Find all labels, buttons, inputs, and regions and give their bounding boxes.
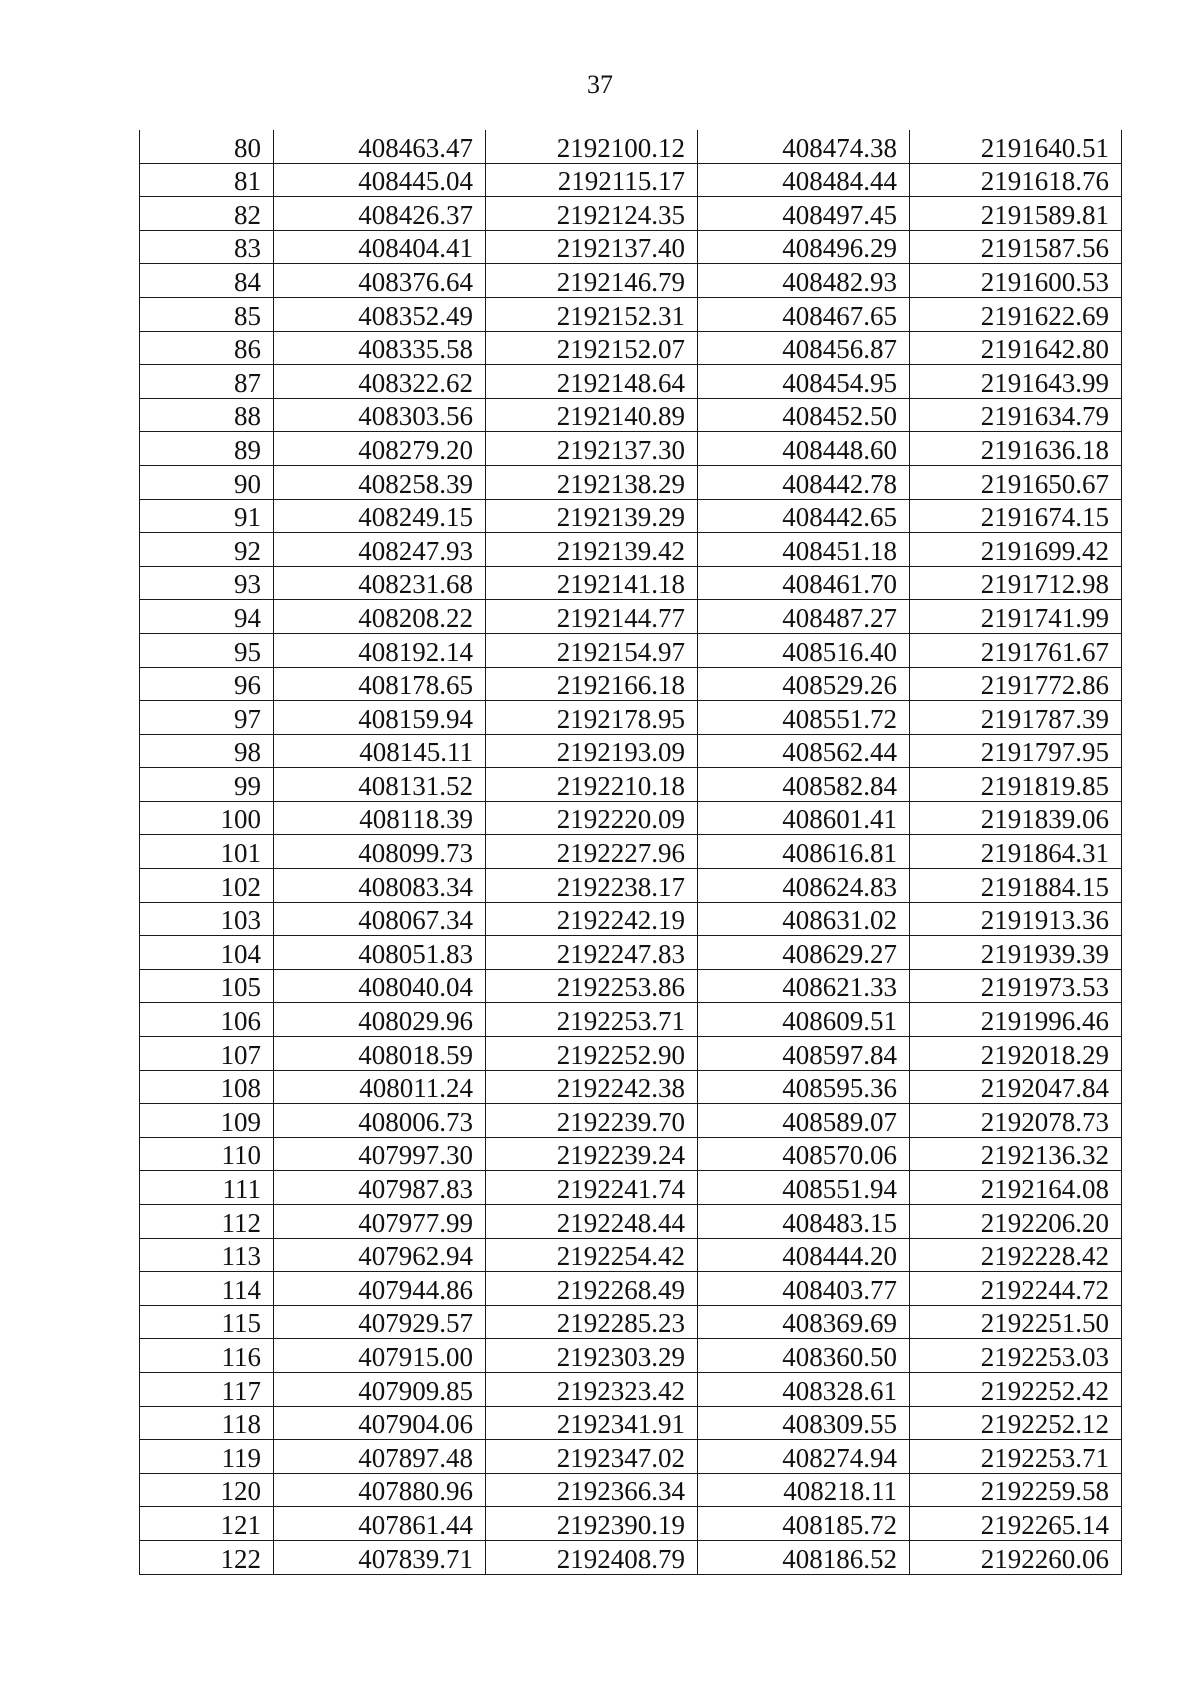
x1-cell: 407915.00 <box>274 1339 486 1373</box>
x2-cell: 408309.55 <box>698 1406 910 1440</box>
x1-cell: 408279.20 <box>274 432 486 466</box>
point-number-cell: 111 <box>140 1171 274 1205</box>
y1-cell: 2192137.40 <box>486 230 698 264</box>
y2-cell: 2191797.95 <box>910 734 1122 768</box>
page-number: 37 <box>587 70 613 99</box>
point-number-cell: 87 <box>140 365 274 399</box>
x2-cell: 408185.72 <box>698 1507 910 1541</box>
y2-cell: 2191996.46 <box>910 1003 1122 1037</box>
x2-cell: 408589.07 <box>698 1104 910 1138</box>
table-row <box>140 1137 1122 1171</box>
table-row <box>140 1037 1122 1071</box>
x2-cell: 408597.84 <box>698 1037 910 1071</box>
x2-cell: 408218.11 <box>698 1473 910 1507</box>
table-row <box>140 633 1122 667</box>
point-number-cell: 102 <box>140 869 274 903</box>
y1-cell: 2192154.97 <box>486 633 698 667</box>
point-number-cell: 112 <box>140 1205 274 1239</box>
x1-cell: 407977.99 <box>274 1205 486 1239</box>
table-row <box>140 465 1122 499</box>
x1-cell: 408445.04 <box>274 163 486 197</box>
table-row <box>140 1104 1122 1138</box>
y1-cell: 2192178.95 <box>486 701 698 735</box>
y2-cell: 2191674.15 <box>910 499 1122 533</box>
x1-cell: 408249.15 <box>274 499 486 533</box>
x1-cell: 408051.83 <box>274 936 486 970</box>
point-number-cell: 119 <box>140 1440 274 1474</box>
x1-cell: 408178.65 <box>274 667 486 701</box>
coordinate-table <box>139 130 1122 1575</box>
x1-cell: 408018.59 <box>274 1037 486 1071</box>
x2-cell: 408562.44 <box>698 734 910 768</box>
y2-cell: 2192047.84 <box>910 1070 1122 1104</box>
y1-cell: 2192124.35 <box>486 197 698 231</box>
point-number-cell: 96 <box>140 667 274 701</box>
x1-cell: 408247.93 <box>274 533 486 567</box>
x2-cell: 408274.94 <box>698 1440 910 1474</box>
x2-cell: 408474.38 <box>698 130 910 163</box>
x1-cell: 407897.48 <box>274 1440 486 1474</box>
y2-cell: 2191913.36 <box>910 902 1122 936</box>
table-row <box>140 902 1122 936</box>
point-number-cell: 117 <box>140 1372 274 1406</box>
y2-cell: 2191864.31 <box>910 835 1122 869</box>
y1-cell: 2192254.42 <box>486 1238 698 1272</box>
x1-cell: 407861.44 <box>274 1507 486 1541</box>
y1-cell: 2192152.07 <box>486 331 698 365</box>
table-row <box>140 130 1122 163</box>
table-row <box>140 533 1122 567</box>
x2-cell: 408609.51 <box>698 1003 910 1037</box>
table-row <box>140 163 1122 197</box>
x2-cell: 408621.33 <box>698 969 910 1003</box>
x1-cell: 407909.85 <box>274 1372 486 1406</box>
point-number-cell: 81 <box>140 163 274 197</box>
table-row <box>140 1406 1122 1440</box>
y1-cell: 2192268.49 <box>486 1272 698 1306</box>
x2-cell: 408484.44 <box>698 163 910 197</box>
y2-cell: 2191884.15 <box>910 869 1122 903</box>
y2-cell: 2192259.58 <box>910 1473 1122 1507</box>
point-number-cell: 105 <box>140 969 274 1003</box>
table-row <box>140 1003 1122 1037</box>
x2-cell: 408516.40 <box>698 633 910 667</box>
y1-cell: 2192242.38 <box>486 1070 698 1104</box>
point-number-cell: 100 <box>140 801 274 835</box>
y2-cell: 2191787.39 <box>910 701 1122 735</box>
point-number-cell: 101 <box>140 835 274 869</box>
y2-cell: 2191939.39 <box>910 936 1122 970</box>
x1-cell: 408006.73 <box>274 1104 486 1138</box>
x1-cell: 408118.39 <box>274 801 486 835</box>
y2-cell: 2192251.50 <box>910 1305 1122 1339</box>
x2-cell: 408451.18 <box>698 533 910 567</box>
x2-cell: 408369.69 <box>698 1305 910 1339</box>
x2-cell: 408483.15 <box>698 1205 910 1239</box>
table-row <box>140 1205 1122 1239</box>
y2-cell: 2192136.32 <box>910 1137 1122 1171</box>
x2-cell: 408616.81 <box>698 835 910 869</box>
point-number-cell: 84 <box>140 264 274 298</box>
table-row <box>140 197 1122 231</box>
y1-cell: 2192238.17 <box>486 869 698 903</box>
x1-cell: 408011.24 <box>274 1070 486 1104</box>
x1-cell: 408231.68 <box>274 566 486 600</box>
y1-cell: 2192152.31 <box>486 297 698 331</box>
point-number-cell: 98 <box>140 734 274 768</box>
x2-cell: 408442.78 <box>698 465 910 499</box>
point-number-cell: 92 <box>140 533 274 567</box>
x1-cell: 408258.39 <box>274 465 486 499</box>
point-number-cell: 89 <box>140 432 274 466</box>
x1-cell: 407962.94 <box>274 1238 486 1272</box>
point-number-cell: 83 <box>140 230 274 264</box>
y1-cell: 2192408.79 <box>486 1540 698 1574</box>
y2-cell: 2191712.98 <box>910 566 1122 600</box>
table-row <box>140 499 1122 533</box>
point-number-cell: 88 <box>140 398 274 432</box>
point-number-cell: 113 <box>140 1238 274 1272</box>
y2-cell: 2192252.42 <box>910 1372 1122 1406</box>
table-body <box>140 130 1122 1574</box>
x2-cell: 408461.70 <box>698 566 910 600</box>
x2-cell: 408403.77 <box>698 1272 910 1306</box>
point-number-cell: 118 <box>140 1406 274 1440</box>
point-number-cell: 121 <box>140 1507 274 1541</box>
y2-cell: 2191640.51 <box>910 130 1122 163</box>
x1-cell: 408335.58 <box>274 331 486 365</box>
x1-cell: 408099.73 <box>274 835 486 869</box>
y1-cell: 2192227.96 <box>486 835 698 869</box>
table-row <box>140 1339 1122 1373</box>
table-row <box>140 600 1122 634</box>
y1-cell: 2192303.29 <box>486 1339 698 1373</box>
point-number-cell: 94 <box>140 600 274 634</box>
point-number-cell: 97 <box>140 701 274 735</box>
table-row <box>140 768 1122 802</box>
table-row <box>140 1540 1122 1574</box>
table-row <box>140 667 1122 701</box>
y2-cell: 2191636.18 <box>910 432 1122 466</box>
y2-cell: 2191772.86 <box>910 667 1122 701</box>
table-row <box>140 1473 1122 1507</box>
y1-cell: 2192100.12 <box>486 130 698 163</box>
x2-cell: 408467.65 <box>698 297 910 331</box>
y2-cell: 2192253.03 <box>910 1339 1122 1373</box>
x1-cell: 408352.49 <box>274 297 486 331</box>
table-row <box>140 936 1122 970</box>
x2-cell: 408444.20 <box>698 1238 910 1272</box>
x2-cell: 408496.29 <box>698 230 910 264</box>
point-number-cell: 114 <box>140 1272 274 1306</box>
y1-cell: 2192146.79 <box>486 264 698 298</box>
x2-cell: 408570.06 <box>698 1137 910 1171</box>
y1-cell: 2192210.18 <box>486 768 698 802</box>
x1-cell: 408145.11 <box>274 734 486 768</box>
table-row <box>140 1238 1122 1272</box>
y1-cell: 2192366.34 <box>486 1473 698 1507</box>
table-row <box>140 1372 1122 1406</box>
x1-cell: 407997.30 <box>274 1137 486 1171</box>
point-number-cell: 82 <box>140 197 274 231</box>
table-row <box>140 869 1122 903</box>
x1-cell: 408322.62 <box>274 365 486 399</box>
y1-cell: 2192253.71 <box>486 1003 698 1037</box>
table-row <box>140 297 1122 331</box>
table-row <box>140 1507 1122 1541</box>
y2-cell: 2192260.06 <box>910 1540 1122 1574</box>
y2-cell: 2192252.12 <box>910 1406 1122 1440</box>
y2-cell: 2191839.06 <box>910 801 1122 835</box>
y1-cell: 2192220.09 <box>486 801 698 835</box>
table-row <box>140 1070 1122 1104</box>
x2-cell: 408482.93 <box>698 264 910 298</box>
x2-cell: 408328.61 <box>698 1372 910 1406</box>
y2-cell: 2191973.53 <box>910 969 1122 1003</box>
x1-cell: 407987.83 <box>274 1171 486 1205</box>
point-number-cell: 85 <box>140 297 274 331</box>
x2-cell: 408452.50 <box>698 398 910 432</box>
y2-cell: 2192206.20 <box>910 1205 1122 1239</box>
y1-cell: 2192140.89 <box>486 398 698 432</box>
y2-cell: 2191650.67 <box>910 465 1122 499</box>
x1-cell: 408426.37 <box>274 197 486 231</box>
y1-cell: 2192148.64 <box>486 365 698 399</box>
y1-cell: 2192139.42 <box>486 533 698 567</box>
x2-cell: 408582.84 <box>698 768 910 802</box>
y1-cell: 2192253.86 <box>486 969 698 1003</box>
x1-cell: 408159.94 <box>274 701 486 735</box>
point-number-cell: 108 <box>140 1070 274 1104</box>
point-number-cell: 106 <box>140 1003 274 1037</box>
x2-cell: 408551.94 <box>698 1171 910 1205</box>
y1-cell: 2192285.23 <box>486 1305 698 1339</box>
x2-cell: 408456.87 <box>698 331 910 365</box>
x2-cell: 408454.95 <box>698 365 910 399</box>
y1-cell: 2192323.42 <box>486 1372 698 1406</box>
point-number-cell: 99 <box>140 768 274 802</box>
table-row <box>140 801 1122 835</box>
x2-cell: 408442.65 <box>698 499 910 533</box>
y2-cell: 2192253.71 <box>910 1440 1122 1474</box>
x2-cell: 408186.52 <box>698 1540 910 1574</box>
x1-cell: 407880.96 <box>274 1473 486 1507</box>
y1-cell: 2192341.91 <box>486 1406 698 1440</box>
x1-cell: 408040.04 <box>274 969 486 1003</box>
y2-cell: 2191622.69 <box>910 297 1122 331</box>
y1-cell: 2192247.83 <box>486 936 698 970</box>
point-number-cell: 122 <box>140 1540 274 1574</box>
table-row <box>140 835 1122 869</box>
x1-cell: 407944.86 <box>274 1272 486 1306</box>
table-row <box>140 1171 1122 1205</box>
point-number-cell: 80 <box>140 130 274 163</box>
y2-cell: 2191634.79 <box>910 398 1122 432</box>
table-row <box>140 230 1122 264</box>
y2-cell: 2191761.67 <box>910 633 1122 667</box>
table-row <box>140 566 1122 600</box>
y1-cell: 2192390.19 <box>486 1507 698 1541</box>
y1-cell: 2192193.09 <box>486 734 698 768</box>
point-number-cell: 110 <box>140 1137 274 1171</box>
y1-cell: 2192144.77 <box>486 600 698 634</box>
x1-cell: 408463.47 <box>274 130 486 163</box>
table-row <box>140 365 1122 399</box>
point-number-cell: 95 <box>140 633 274 667</box>
y1-cell: 2192242.19 <box>486 902 698 936</box>
table-row <box>140 1272 1122 1306</box>
y1-cell: 2192239.70 <box>486 1104 698 1138</box>
point-number-cell: 90 <box>140 465 274 499</box>
x1-cell: 407929.57 <box>274 1305 486 1339</box>
y2-cell: 2191819.85 <box>910 768 1122 802</box>
x2-cell: 408629.27 <box>698 936 910 970</box>
x2-cell: 408551.72 <box>698 701 910 735</box>
point-number-cell: 107 <box>140 1037 274 1071</box>
y1-cell: 2192347.02 <box>486 1440 698 1474</box>
y2-cell: 2192018.29 <box>910 1037 1122 1071</box>
x2-cell: 408487.27 <box>698 600 910 634</box>
point-number-cell: 103 <box>140 902 274 936</box>
table-row <box>140 734 1122 768</box>
y2-cell: 2192244.72 <box>910 1272 1122 1306</box>
y2-cell: 2191642.80 <box>910 331 1122 365</box>
y2-cell: 2192164.08 <box>910 1171 1122 1205</box>
y1-cell: 2192252.90 <box>486 1037 698 1071</box>
y1-cell: 2192137.30 <box>486 432 698 466</box>
y2-cell: 2191618.76 <box>910 163 1122 197</box>
y2-cell: 2192265.14 <box>910 1507 1122 1541</box>
x1-cell: 408029.96 <box>274 1003 486 1037</box>
x1-cell: 408192.14 <box>274 633 486 667</box>
x2-cell: 408529.26 <box>698 667 910 701</box>
table-row <box>140 331 1122 365</box>
x2-cell: 408595.36 <box>698 1070 910 1104</box>
table-row <box>140 264 1122 298</box>
table-row <box>140 1440 1122 1474</box>
x1-cell: 408303.56 <box>274 398 486 432</box>
point-number-cell: 115 <box>140 1305 274 1339</box>
point-number-cell: 104 <box>140 936 274 970</box>
table-row <box>140 701 1122 735</box>
x2-cell: 408601.41 <box>698 801 910 835</box>
x1-cell: 408404.41 <box>274 230 486 264</box>
y2-cell: 2191587.56 <box>910 230 1122 264</box>
y1-cell: 2192248.44 <box>486 1205 698 1239</box>
table-row <box>140 398 1122 432</box>
x1-cell: 407839.71 <box>274 1540 486 1574</box>
y2-cell: 2191699.42 <box>910 533 1122 567</box>
x1-cell: 408083.34 <box>274 869 486 903</box>
y1-cell: 2192115.17 <box>486 163 698 197</box>
y2-cell: 2192078.73 <box>910 1104 1122 1138</box>
x1-cell: 408067.34 <box>274 902 486 936</box>
y2-cell: 2191589.81 <box>910 197 1122 231</box>
x2-cell: 408624.83 <box>698 869 910 903</box>
point-number-cell: 93 <box>140 566 274 600</box>
table-row <box>140 969 1122 1003</box>
y2-cell: 2191600.53 <box>910 264 1122 298</box>
y2-cell: 2191643.99 <box>910 365 1122 399</box>
y1-cell: 2192239.24 <box>486 1137 698 1171</box>
point-number-cell: 86 <box>140 331 274 365</box>
y1-cell: 2192241.74 <box>486 1171 698 1205</box>
point-number-cell: 91 <box>140 499 274 533</box>
x2-cell: 408497.45 <box>698 197 910 231</box>
x1-cell: 408131.52 <box>274 768 486 802</box>
x2-cell: 408631.02 <box>698 902 910 936</box>
x1-cell: 407904.06 <box>274 1406 486 1440</box>
table-row <box>140 432 1122 466</box>
table-row <box>140 1305 1122 1339</box>
x1-cell: 408376.64 <box>274 264 486 298</box>
x2-cell: 408360.50 <box>698 1339 910 1373</box>
y1-cell: 2192141.18 <box>486 566 698 600</box>
y2-cell: 2191741.99 <box>910 600 1122 634</box>
point-number-cell: 109 <box>140 1104 274 1138</box>
x1-cell: 408208.22 <box>274 600 486 634</box>
point-number-cell: 116 <box>140 1339 274 1373</box>
y1-cell: 2192138.29 <box>486 465 698 499</box>
point-number-cell: 120 <box>140 1473 274 1507</box>
y1-cell: 2192139.29 <box>486 499 698 533</box>
y2-cell: 2192228.42 <box>910 1238 1122 1272</box>
x2-cell: 408448.60 <box>698 432 910 466</box>
y1-cell: 2192166.18 <box>486 667 698 701</box>
